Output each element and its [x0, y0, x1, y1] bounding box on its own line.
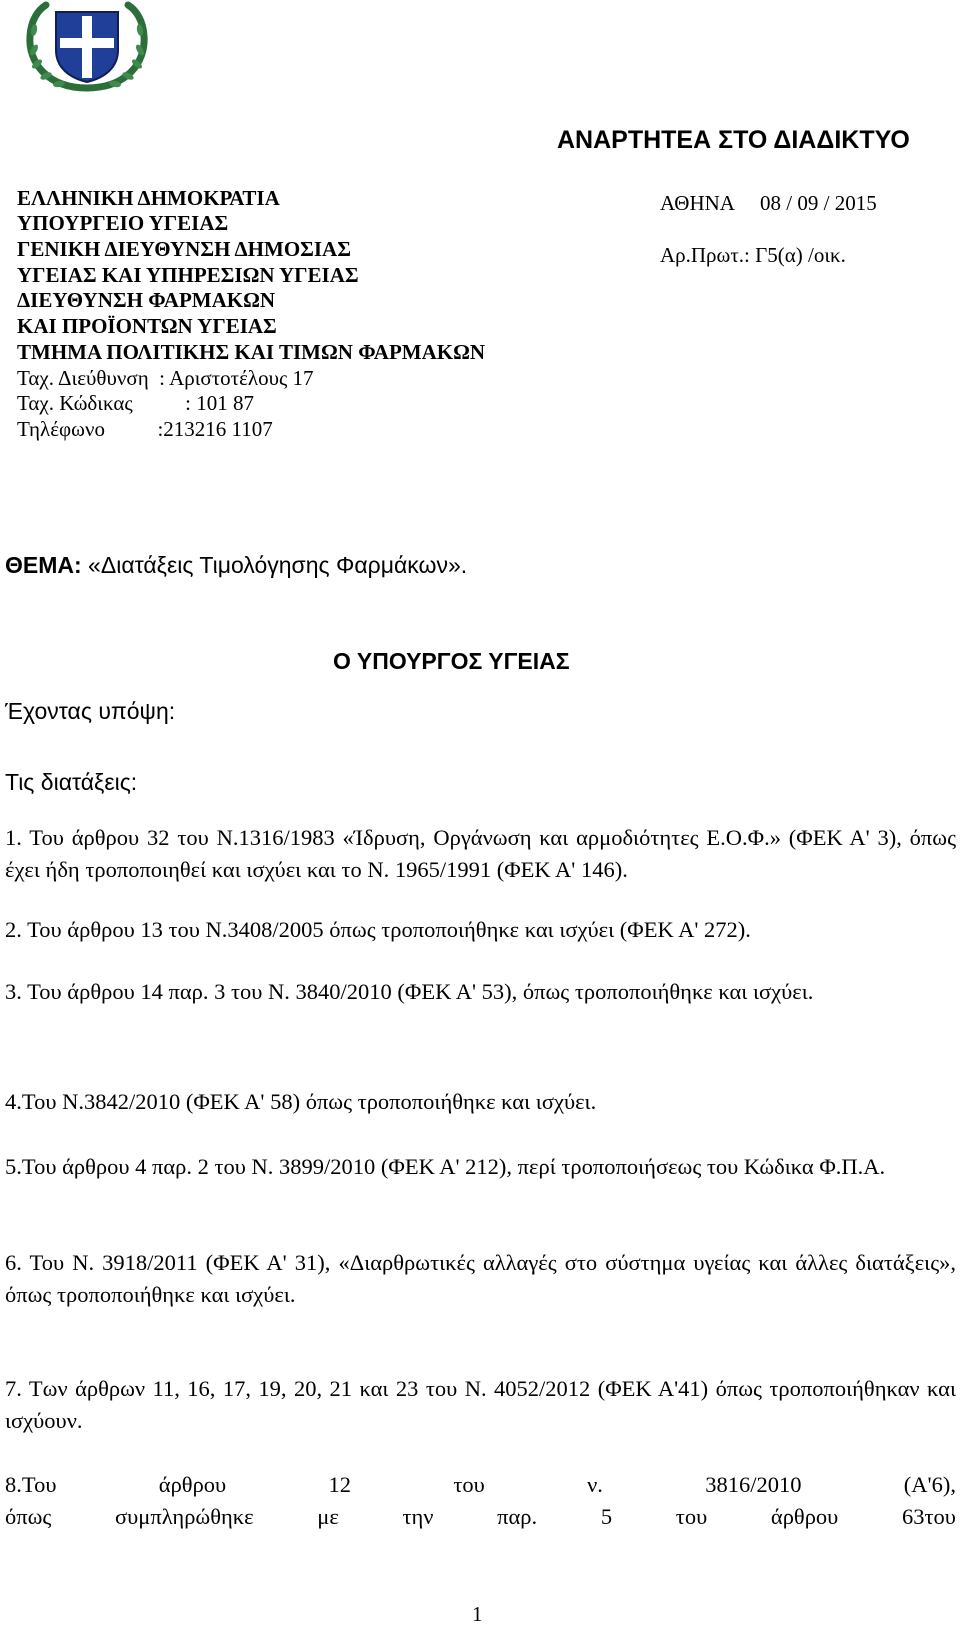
provision-item-6: 6. Του Ν. 3918/2011 (ΦΕΚ Α' 31), «Διαρθρωτικές αλλαγές στο σύστημα υγείας και άλλες διατάξεις», όπως τροποποιήθηκε και ισχύει.: [5, 1250, 956, 1307]
item8-word: παρ.: [497, 1504, 538, 1529]
item8-word: του: [453, 1472, 485, 1497]
item8-word: άρθρου: [770, 1504, 839, 1529]
sender-line-directorate-cont: ΚΑΙ ΠΡΟΪΟΝΤΩΝ ΥΓΕΙΑΣ: [17, 314, 277, 338]
considering-label: Έχοντας υπόψη:: [5, 698, 176, 724]
provision-item-8-line-2: [5, 1501, 956, 1533]
contact-phone: Τηλέφωνο :213216 1107: [17, 417, 273, 441]
provision-item-7: 7. Των άρθρων 11, 16, 17, 19, 20, 21 και 23 του Ν. 4052/2012 (ΦΕΚ Α'41) όπως τροποποιήθηκαν και ισχύουν.: [5, 1376, 956, 1433]
item8-word: ν.: [587, 1472, 603, 1497]
item8-word: άρθρου: [158, 1472, 227, 1497]
item8-word: την: [402, 1504, 434, 1529]
provision-item-1: 1. Του άρθρου 32 του Ν.1316/1983 «Ίδρυση, Οργάνωση και αρμοδιότητες Ε.Ο.Φ.» (ΦΕΚ Α' 3), όπως έχει ήδη τροποποιηθεί και ισχύει και το Ν. 1965/1991 (ΦΕΚ Α' 146).: [5, 825, 956, 882]
greek-state-emblem-logo: [22, 0, 152, 96]
page-number: 1: [472, 1602, 483, 1626]
item8-word: 5: [600, 1504, 613, 1529]
provisions-label: Τις διατάξεις:: [5, 769, 138, 795]
item8-word: 8.Του: [5, 1472, 57, 1497]
sender-line-directorate: ΔΙΕΥΘΥΝΣΗ ΦΑΡΜΑΚΩΝ: [17, 288, 276, 312]
item8-word: του: [675, 1504, 708, 1529]
provision-item-2: 2. Του άρθρου 13 του Ν.3408/2005 όπως τροποποιήθηκε και ισχύει (ΦΕΚ Α' 272).: [5, 917, 751, 942]
contact-address: Ταχ. Διεύθυνση : Αριστοτέλους 17: [17, 366, 314, 390]
provision-item-5: 5.Του άρθρου 4 παρ. 2 του Ν. 3899/2010 (ΦΕΚ Α' 212), περί τροποποιήσεως του Κώδικα Φ.Π.Α.: [5, 1154, 886, 1179]
publish-notice: ΑΝΑΡΤΗΤΕΑ ΣΤΟ ΔΙΑΔΙΚΤΥΟ: [557, 126, 910, 154]
subject-line: [5, 552, 467, 579]
item8-word: 63του: [902, 1504, 956, 1529]
subject-label: ΘΕΜΑ:: [5, 552, 82, 578]
sender-line-ministry: ΥΠΟΥΡΓΕΙΟ ΥΓΕΙΑΣ: [17, 211, 229, 235]
item8-word: όπως: [5, 1504, 52, 1529]
item8-word: με: [317, 1504, 339, 1529]
sender-line-country: ΕΛΛΗΝΙΚΗ ΔΗΜΟΚΡΑΤΙΑ: [17, 186, 280, 210]
provision-item-8-line-1: [5, 1469, 956, 1501]
provision-item-3: 3. Του άρθρου 14 παρ. 3 του Ν. 3840/2010 (ΦΕΚ Α' 53), όπως τροποποιήθηκε και ισχύει.: [5, 979, 814, 1004]
contact-postal-code: Ταχ. Κώδικας : 101 87: [17, 391, 255, 415]
sender-line-department: ΤΜΗΜΑ ΠΟΛΙΤΙΚΗΣ ΚΑΙ ΤΙΜΩΝ ΦΑΡΜΑΚΩΝ: [17, 340, 486, 364]
minister-title: Ο ΥΠΟΥΡΓΟΣ ΥΓΕΙΑΣ: [333, 648, 570, 674]
sender-line-general-directorate: ΓΕΝΙΚΗ ΔΙΕΥΘΥΝΣΗ ΔΗΜΟΣΙΑΣ: [17, 237, 351, 261]
document-date: ΑΘΗΝΑ 08 / 09 / 2015: [660, 191, 877, 215]
provision-item-4: 4.Του Ν.3842/2010 (ΦΕΚ Α' 58) όπως τροποποιήθηκε και ισχύει.: [5, 1089, 597, 1114]
item8-word: (Α'6),: [903, 1472, 956, 1497]
protocol-number: Αρ.Πρωτ.: Γ5(α) /οικ.: [660, 243, 846, 267]
subject-text: «Διατάξεις Τιμολόγησης Φαρμάκων».: [81, 552, 468, 578]
item8-word: 3816/2010: [705, 1472, 802, 1497]
item8-word: 12: [328, 1472, 352, 1497]
item8-word: συμπληρώθηκε: [115, 1504, 254, 1529]
sender-line-general-directorate-cont: ΥΓΕΙΑΣ ΚΑΙ ΥΠΗΡΕΣΙΩΝ ΥΓΕΙΑΣ: [17, 263, 359, 287]
